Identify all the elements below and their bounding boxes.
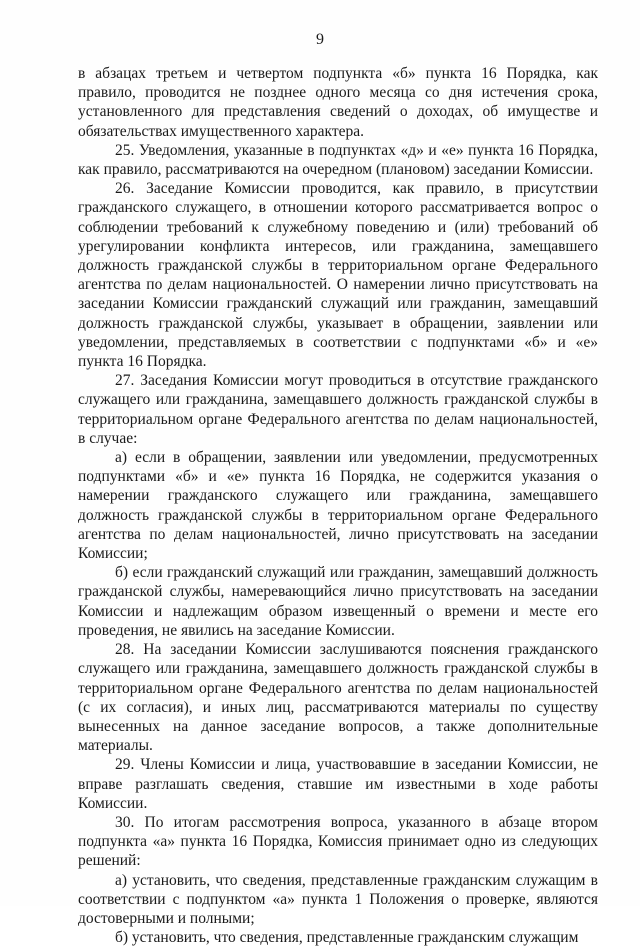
document-body <box>78 64 598 947</box>
page-number: 9 <box>316 31 324 48</box>
paragraph-27-a: а) если в обращении, заявлении или уведомлении, предусмотренных подпунктами «б» и «е» пункта 16 Порядка, не содержится указания о намерении гражданского служащего или гражданина, замещавшего должность гражданской службы в территориальном органе Федерального агентства по делам национальностей, лично присутствовать на заседании Комиссии; <box>78 449 598 563</box>
paragraph-29: 29. Члены Комиссии и лица, участвовавшие в заседании Комиссии, не вправе разглашать сведения, ставшие им известными в ходе работы Комиссии. <box>78 756 598 812</box>
paragraph-25: 25. Уведомления, указанные в подпунктах «д» и «е» пункта 16 Порядка, как правило, рассматриваются на очередном (плановом) заседании Комиссии. <box>78 141 598 179</box>
paragraph-30: 30. По итогам рассмотрения вопроса, указанного в абзаце втором подпункта «а» пункта 16 Порядка, Комиссия принимает одно из следующих решений: <box>78 813 598 870</box>
paragraph-30-a: а) установить, что сведения, представленные гражданским служащим в соответствии с подпунктом «а» пункта 1 Положения о проверке, являются достоверными и полными; <box>78 871 598 927</box>
paragraph-30-b: б) установить, что сведения, представленные гражданским служащим <box>115 929 579 947</box>
paragraph-continuation: в абзацах третьем и четвертом подпункта «б» пункта 16 Порядка, как правило, проводится не позднее одного месяца со дня истечения срока, установленного для представления сведений о доходах, об имуществе и обязательствах имущественного характера. <box>78 65 598 140</box>
paragraph-26: 26. Заседание Комиссии проводится, как правило, в присутствии гражданского служащего, в отношении которого рассматривается вопрос о соблюдении требований к служебному поведению и (или) требований об урегулировании конфликта интересов, или гражданина, замещавшего должность гражданской службы в территориальном органе Федерального агентства по делам национальностей. О намерении лично присутствовать на заседании Комиссии гражданский служащий или гражданин, замещавший должность гражданской службы, указывает в обращении, заявлении или уведомлении, представляемых в соответствии с подпунктами «б» и «е» пункта 16 Порядка. <box>78 180 598 371</box>
paragraph-28: 28. На заседании Комиссии заслушиваются пояснения гражданского служащего или гражданина, замещавшего должность гражданской службы в территориальном органе Федерального агентства по делам национальностей (с их согласия), и иных лиц, рассматриваются материалы по существу вынесенных на данное заседание вопросов, а также дополнительные материалы. <box>78 641 598 755</box>
paragraph-27: 27. Заседания Комиссии могут проводиться в отсутствие гражданского служащего или гражданина, замещавшего должность гражданской службы в территориальном органе Федерального агентства по делам национальностей, в случае: <box>78 372 598 447</box>
paragraph-27-b: б) если гражданский служащий или гражданин, замещавший должность гражданской службы, намеревающийся лично присутствовать на заседании Комиссии и надлежащим образом извещенный о времени и месте его проведения, не явились на заседание Комиссии. <box>78 564 598 639</box>
